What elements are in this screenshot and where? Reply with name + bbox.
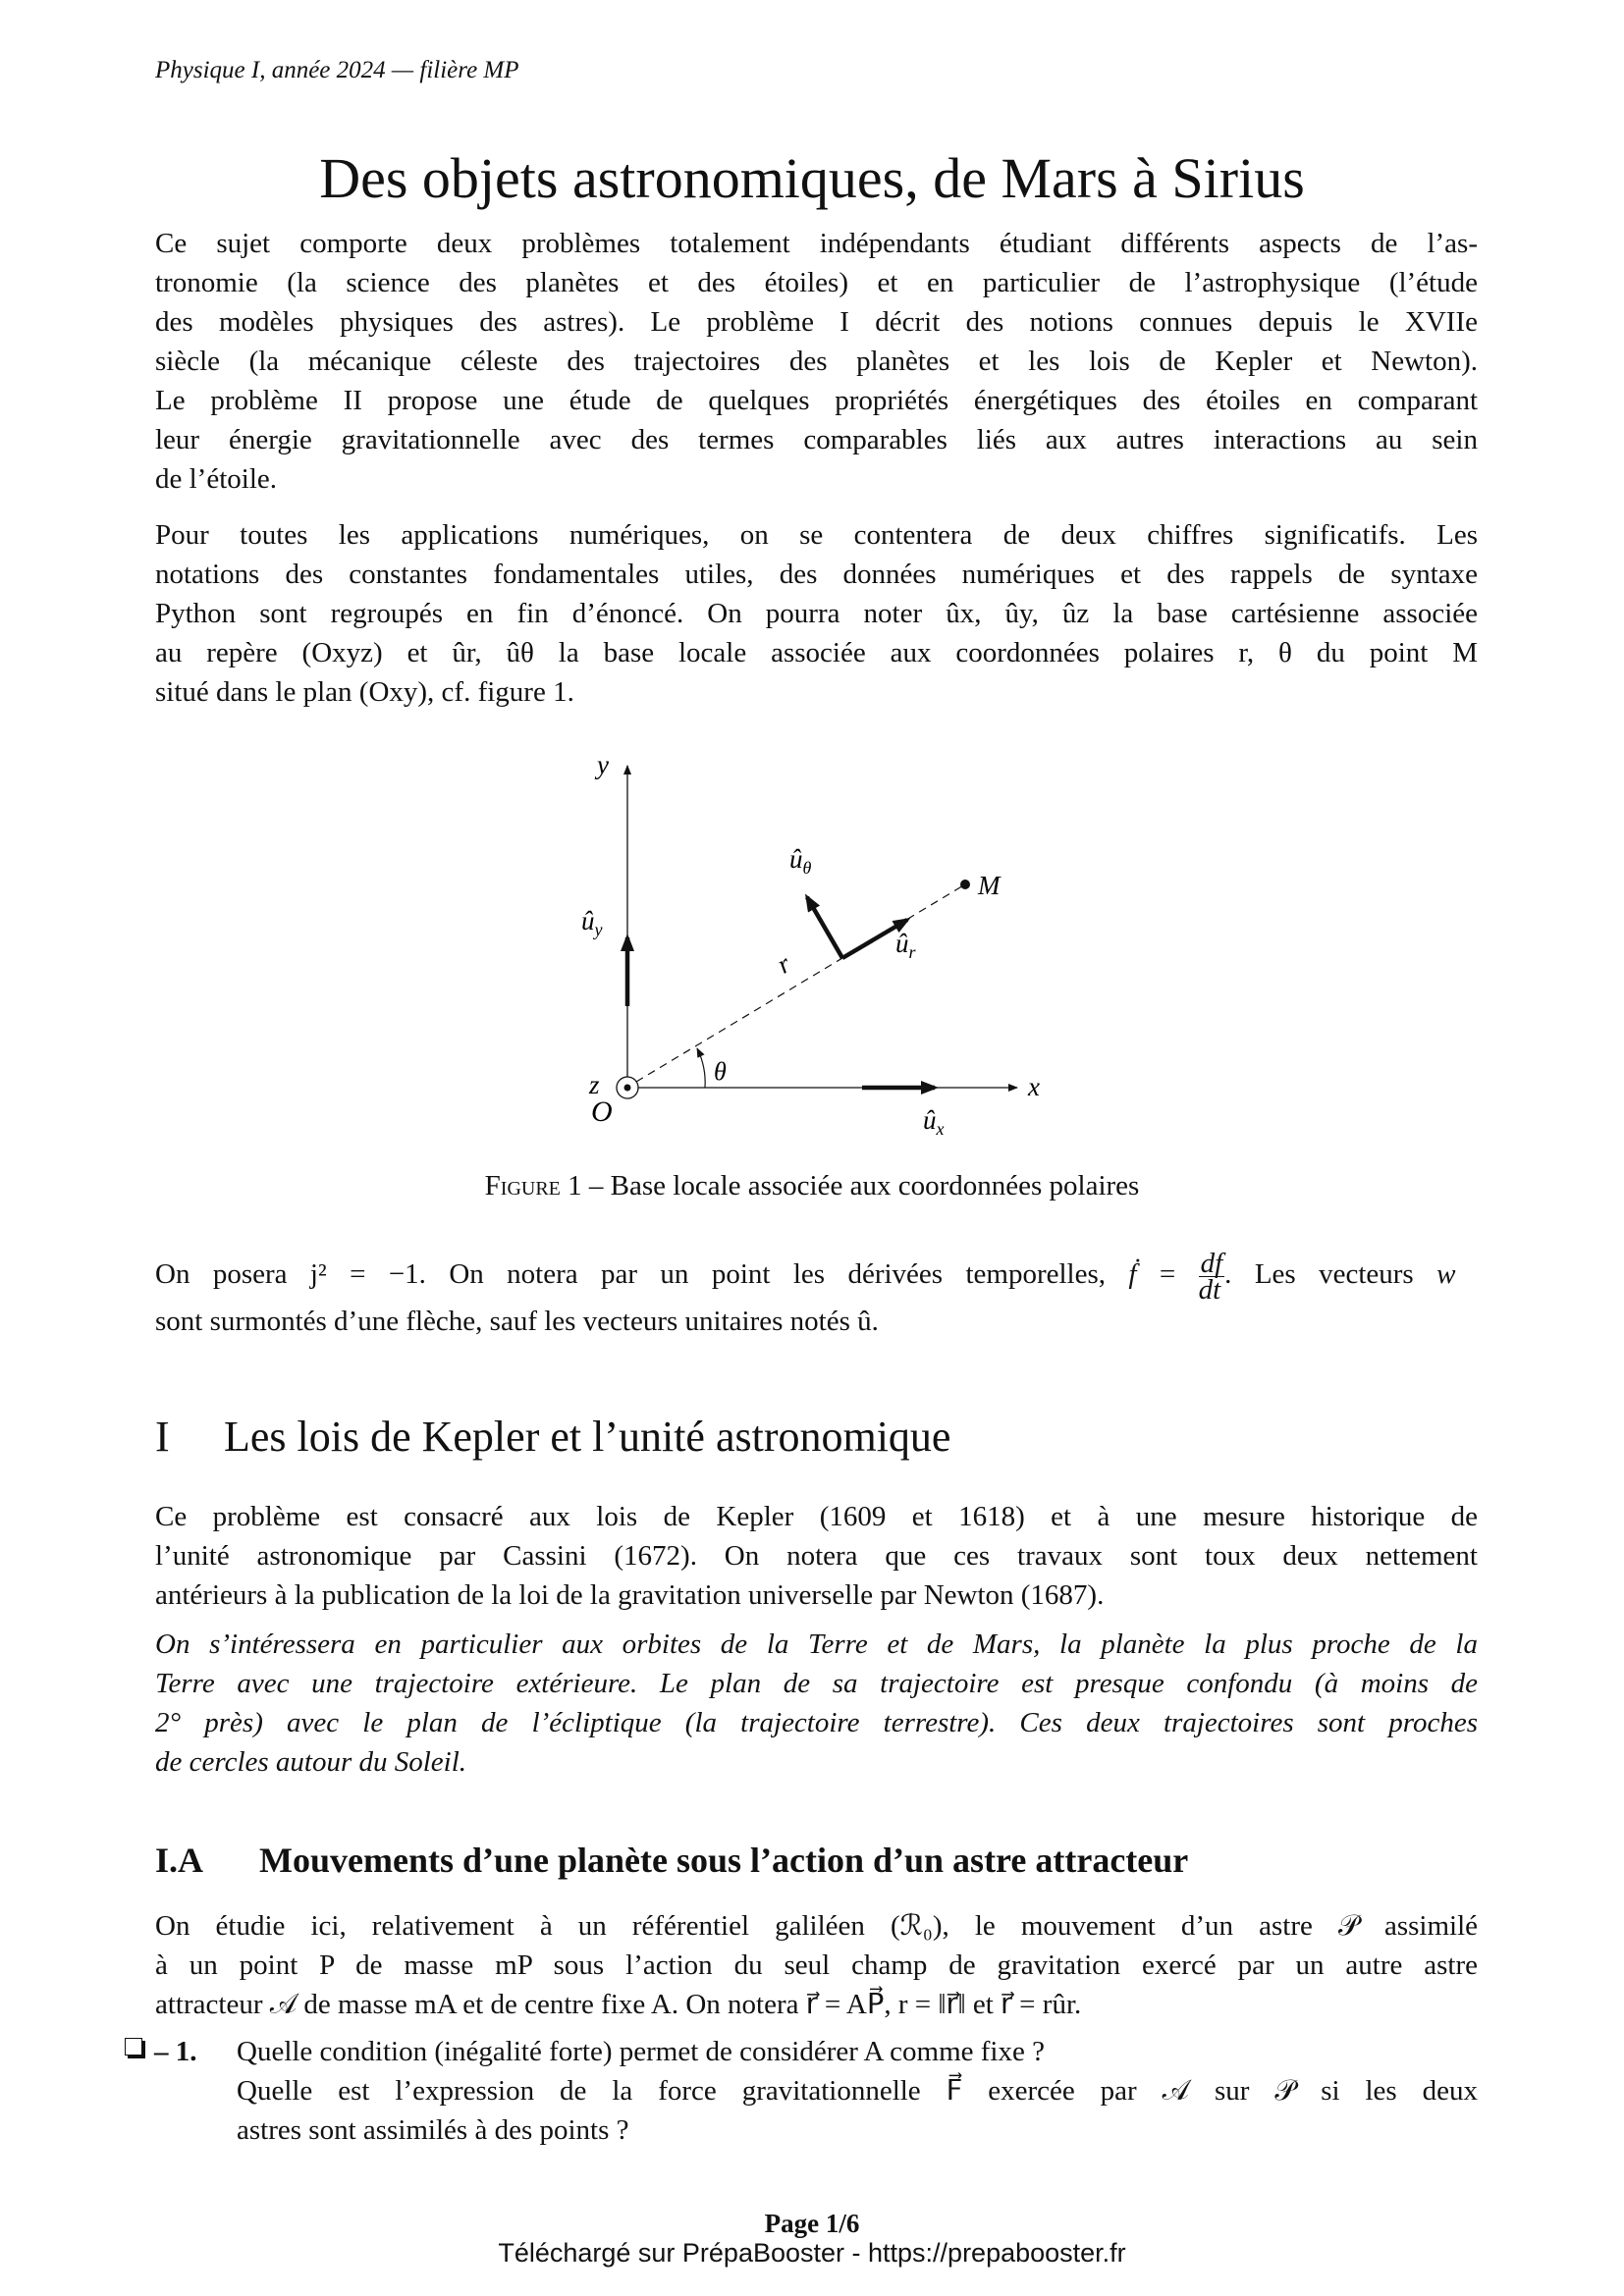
polar-basis-figure bbox=[550, 736, 1080, 1148]
point-M bbox=[960, 880, 970, 889]
question-number: – 1. bbox=[154, 2036, 197, 2067]
document-title: Des objets astronomiques, de Mars à Sirius bbox=[319, 146, 1305, 210]
question-checkbox-icon[interactable] bbox=[125, 2038, 142, 2056]
label-theta: θ bbox=[714, 1057, 727, 1086]
text-line: Quelle est l’expression de la force gravitationnelle F⃗ exercée par 𝒜 sur 𝒫 si les deux bbox=[237, 2075, 1478, 2107]
text-line: Quelle condition (inégalité forte) permet de considérer A comme fixe ? bbox=[237, 2036, 1045, 2067]
text-line: Le problème II propose une étude de quelques propriétés énergétiques des étoiles en comparant bbox=[155, 385, 1478, 416]
text-line: de cercles autour du Soleil. bbox=[155, 1746, 467, 1778]
figure-caption: Figure 1 – Base locale associée aux coordonnées polaires bbox=[484, 1170, 1140, 1201]
label-ur: $û_r$ bbox=[895, 929, 916, 962]
text-line: On s’intéressera en particulier aux orbites de la Terre et de Mars, la planète la plus proche de la bbox=[155, 1629, 1478, 1660]
text-line: leur énergie gravitationnelle avec des termes comparables liés aux autres interactions au sein bbox=[155, 424, 1478, 455]
text-line: On posera j² = −1. On notera par un point les dérivées temporelles, ḟ = $\frac{df}{dt}$ . Les vecteurs w⃗ bbox=[155, 1247, 1478, 1306]
text-line: siècle (la mécanique céleste des trajectoires des planètes et les lois de Kepler et Newton). bbox=[155, 346, 1478, 377]
text-line: On étudie ici, relativement à un référentiel galiléen (ℛ₀), le mouvement d’un astre 𝒫 assimilé bbox=[155, 1910, 1478, 1942]
label-O: O bbox=[591, 1095, 613, 1128]
text-line: 2° près) avec le plan de l’écliptique (la trajectoire terrestre). Ces deux trajectoires sont proches bbox=[155, 1707, 1478, 1738]
section1-paragraph-2 bbox=[155, 1625, 1478, 1782]
subsection-heading-IA: I.A Mouvements d’une planète sous l’action d’un astre attracteur bbox=[155, 1841, 1189, 1880]
label-r: r bbox=[771, 948, 796, 980]
radius-line bbox=[636, 884, 965, 1082]
text-line: sont surmontés d’une flèche, sauf les vecteurs unitaires notés û. bbox=[155, 1306, 879, 1337]
label-y: y bbox=[597, 750, 609, 779]
text-line: situé dans le plan (Oxy), cf. figure 1. bbox=[155, 676, 574, 708]
section-heading-I: I Les lois de Kepler et l’unité astronomique bbox=[155, 1413, 951, 1461]
running-header: Physique I, année 2024 — filière MP bbox=[155, 57, 519, 83]
text-line: de l’étoile. bbox=[155, 463, 278, 495]
text-line: Pour toutes les applications numériques, on se contentera de deux chiffres significatifs. Les bbox=[155, 519, 1478, 551]
subsection-IA-paragraph bbox=[155, 1906, 1478, 2024]
text-line: notations des constantes fondamentales utiles, des données numériques et des rappels de syntaxe bbox=[155, 559, 1478, 590]
theta-arc bbox=[697, 1048, 705, 1088]
text-line: à un point P de masse mP sous l’action du seul champ de gravitation exercé par un autre astre bbox=[155, 1949, 1478, 1981]
text-line: Ce problème est consacré aux lois de Kepler (1609 et 1618) et à une mesure historique de bbox=[155, 1501, 1478, 1532]
download-notice: Téléchargé sur PrépaBooster - https://prepabooster.fr bbox=[498, 2238, 1126, 2268]
text-line: des modèles physiques des astres). Le problème I décrit des notions connues depuis le XVIIe bbox=[155, 306, 1478, 338]
unit-vector-utheta bbox=[807, 897, 842, 958]
text-line: l’unité astronomique par Cassini (1672). On notera que ces travaux sont toux deux nettement bbox=[155, 1540, 1478, 1572]
text-line: attracteur 𝒜 de masse mA et de centre fixe A. On notera r⃗ = AP⃗, r = ‖r⃗‖ et r⃗ = rûr. bbox=[155, 1989, 1082, 2020]
text-line: au repère (Oxyz) et ûr, ûθ la base locale associée aux coordonnées polaires r, θ du point M bbox=[155, 637, 1478, 668]
label-ux: $û_x$ bbox=[923, 1105, 945, 1139]
section1-paragraph-1 bbox=[155, 1497, 1478, 1615]
notation-paragraph bbox=[155, 1247, 1478, 1345]
page-number: Page 1/6 bbox=[764, 2209, 860, 2238]
question-text bbox=[237, 2032, 1478, 2150]
text-line: Python sont regroupés en fin d’énoncé. On pourra noter ûx, ûy, ûz la base cartésienne associée bbox=[155, 598, 1478, 629]
intro-paragraph-2 bbox=[155, 515, 1478, 712]
label-z: z bbox=[589, 1070, 600, 1099]
label-utheta: $û_\theta$ bbox=[789, 844, 812, 878]
text-line: astres sont assimilés à des points ? bbox=[237, 2114, 629, 2146]
label-M: M bbox=[978, 871, 1001, 900]
text-line: Terre avec une trajectoire extérieure. Le plan de sa trajectoire est presque confondu (à moins de bbox=[155, 1668, 1478, 1699]
text-line: tronomie (la science des planètes et des étoiles) et en particulier de l’astrophysique (l’étude bbox=[155, 267, 1478, 298]
text-line: Ce sujet comporte deux problèmes totalement indépendants étudiant différents aspects de l’as- bbox=[155, 228, 1478, 259]
label-x: x bbox=[1028, 1072, 1040, 1101]
label-uy: $û_y$ bbox=[581, 906, 603, 939]
intro-paragraph-1 bbox=[155, 224, 1478, 499]
text-line: antérieurs à la publication de la loi de la gravitation universelle par Newton (1687). bbox=[155, 1579, 1105, 1611]
